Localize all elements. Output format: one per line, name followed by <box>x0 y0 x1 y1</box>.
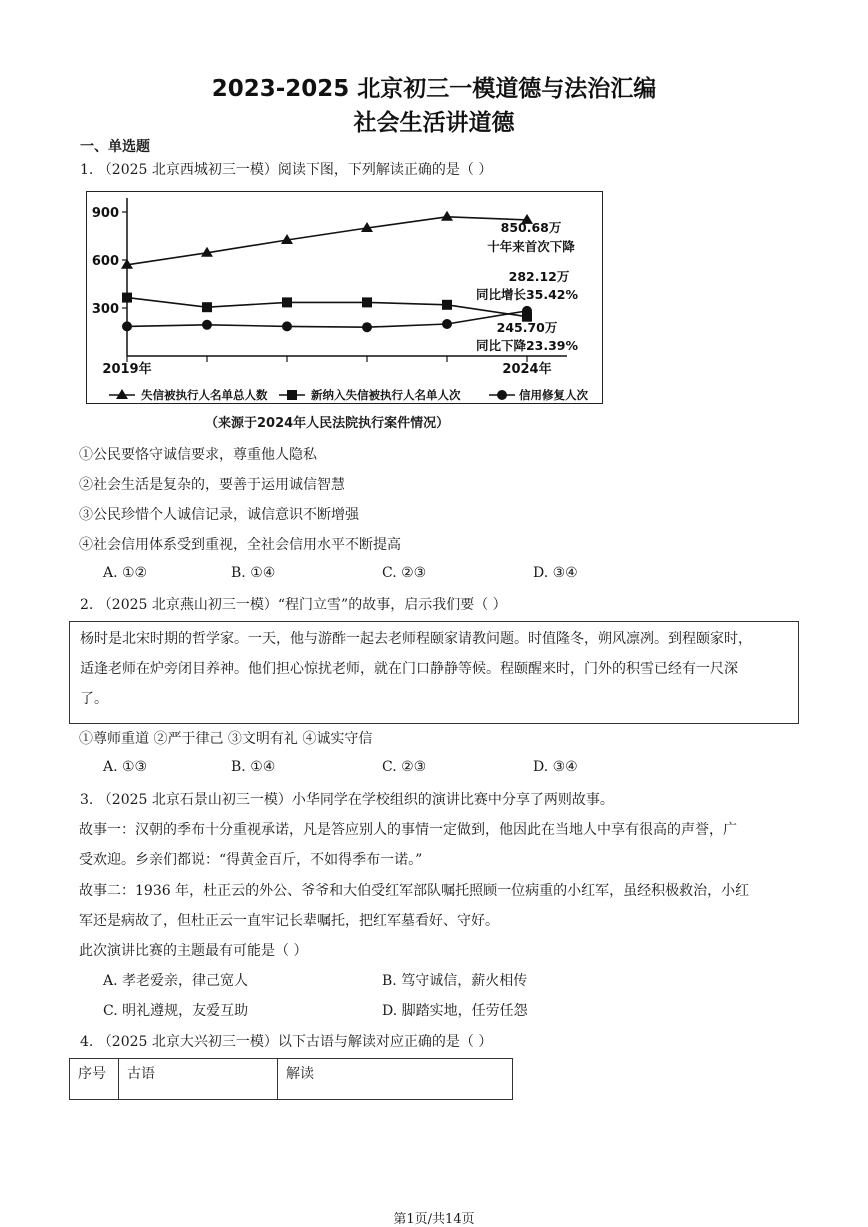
q3-option-a[interactable]: A. 孝老爱亲，律己宽人 <box>103 973 249 989</box>
data-point-series-3 <box>282 321 292 331</box>
q3-option-b[interactable]: B. 笃守诚信，薪火相传 <box>382 973 528 989</box>
legend-label: 信用修复人次 <box>519 388 588 402</box>
question-3-stem: 3. （2025 北京石景山初三一模）小华同学在学校组织的演讲比赛中分享了两则故事。 <box>80 792 614 808</box>
chart-annotation: 245.70万 <box>496 320 558 335</box>
table-header-row <box>70 1059 513 1100</box>
legend-marker <box>116 389 128 399</box>
document-subtitle: 社会生活讲道德 <box>353 110 515 136</box>
question-4-stem: 4. （2025 北京大兴初三一模）以下古语与解读对应正确的是（ ） <box>80 1034 493 1050</box>
y-tick-label: 900 <box>91 206 119 221</box>
q1-option-a[interactable]: A. ①② <box>103 565 148 581</box>
legend-label: 失信被执行人名单总人数 <box>141 388 268 402</box>
chart-annotation: 282.12万 <box>508 269 570 284</box>
q2-option-b[interactable]: B. ①④ <box>231 759 276 775</box>
credit-line-chart <box>86 191 603 404</box>
data-point-series-2 <box>442 300 452 310</box>
q1-option-b[interactable]: B. ①④ <box>231 565 276 581</box>
q2-statements: ①尊师重道 ②严于律己 ③文明有礼 ④诚实守信 <box>79 731 373 747</box>
chart-caption: （来源于2024年人民法院执行案件情况） <box>205 416 450 431</box>
y-tick-label: 600 <box>91 254 119 269</box>
q2-option-d[interactable]: D. ③④ <box>533 759 578 775</box>
q4-table <box>69 1058 513 1100</box>
q3-line-3: 故事二：1936 年，杜正云的外公、爷爷和大伯受红军部队嘱托照顾一位病重的小红军，虽经积极救治，小红 <box>79 883 750 899</box>
data-point-series-3 <box>362 322 372 332</box>
chart-annotation: 十年来首次下降 <box>487 239 575 254</box>
series-line-2 <box>127 298 527 317</box>
table-header-cell: 古语 <box>119 1059 278 1100</box>
series-line-1 <box>127 217 527 265</box>
q2-option-a[interactable]: A. ①③ <box>103 759 148 775</box>
q1-option-c[interactable]: C. ②③ <box>382 565 427 581</box>
section-heading: 一、单选题 <box>80 139 150 155</box>
q1-option-d[interactable]: D. ③④ <box>533 565 578 581</box>
legend-marker <box>497 390 507 400</box>
q3-line-4: 军还是病故了，但杜正云一直牢记长辈嘱托，把红军墓看好、守好。 <box>79 913 499 929</box>
y-tick-label: 300 <box>91 302 119 317</box>
chart-annotation: 同比下降23.39% <box>475 338 579 353</box>
question-1-stem: 1. （2025 北京西城初三一模）阅读下图，下列解读正确的是（ ） <box>80 162 493 178</box>
x-tick-label: 2024年 <box>502 362 552 377</box>
data-point-series-3 <box>522 306 532 316</box>
data-point-series-2 <box>122 293 132 303</box>
document-title: 2023-2025 北京初三一模道德与法治汇编 <box>211 76 657 102</box>
q3-line-5: 此次演讲比赛的主题最有可能是（ ） <box>79 943 308 959</box>
data-point-series-3 <box>442 319 452 329</box>
q1-statement-4: ④社会信用体系受到重视，全社会信用水平不断提高 <box>79 537 401 553</box>
table-header-cell: 解读 <box>278 1059 513 1100</box>
data-point-series-1 <box>441 211 453 221</box>
legend-marker <box>287 390 297 400</box>
q3-line-2: 受欢迎。乡亲们都说：“得黄金百斤，不如得季布一诺。” <box>79 852 423 868</box>
data-point-series-2 <box>362 297 372 307</box>
story-box <box>69 621 799 724</box>
story-line-3: 了。 <box>80 691 108 707</box>
page-footer: 第1页/共14页 <box>393 1212 475 1227</box>
q1-statement-3: ③公民珍惜个人诚信记录，诚信意识不断增强 <box>79 507 359 523</box>
q2-option-c[interactable]: C. ②③ <box>382 759 427 775</box>
q1-statement-1: ①公民要恪守诚信要求，尊重他人隐私 <box>79 447 317 463</box>
table-header-cell: 序号 <box>70 1059 119 1100</box>
story-line-1: 杨时是北宋时期的哲学家。一天，他与游酢一起去老师程颐家请教问题。时值隆冬，朔风凛冽。到程颐家时， <box>80 631 752 647</box>
chart-annotation: 同比增长35.42% <box>475 287 579 302</box>
q3-line-1: 故事一：汉朝的季布十分重视承诺，凡是答应别人的事情一定做到，他因此在当地人中享有很高的声誉，广 <box>79 822 737 838</box>
q3-option-c[interactable]: C. 明礼遵规，友爱互助 <box>103 1003 249 1019</box>
series-line-3 <box>127 311 527 327</box>
x-tick-label: 2019年 <box>102 362 152 377</box>
q3-option-d[interactable]: D. 脚踏实地，任劳任怨 <box>382 1003 528 1019</box>
data-point-series-3 <box>122 321 132 331</box>
chart-annotation: 850.68万 <box>500 220 562 235</box>
q1-statement-2: ②社会生活是复杂的，要善于运用诚信智慧 <box>79 477 345 493</box>
data-point-series-2 <box>202 302 212 312</box>
data-point-series-3 <box>202 320 212 330</box>
legend-label: 新纳入失信被执行人名单人次 <box>311 388 461 402</box>
story-line-2: 适逢老师在炉旁闭目养神。他们担心惊扰老师，就在门口静静等候。程颐醒来时，门外的积雪已经有一尺深 <box>80 661 738 677</box>
data-point-series-2 <box>282 297 292 307</box>
question-2-stem: 2. （2025 北京燕山初三一模）“程门立雪”的故事，启示我们要（ ） <box>80 597 507 613</box>
